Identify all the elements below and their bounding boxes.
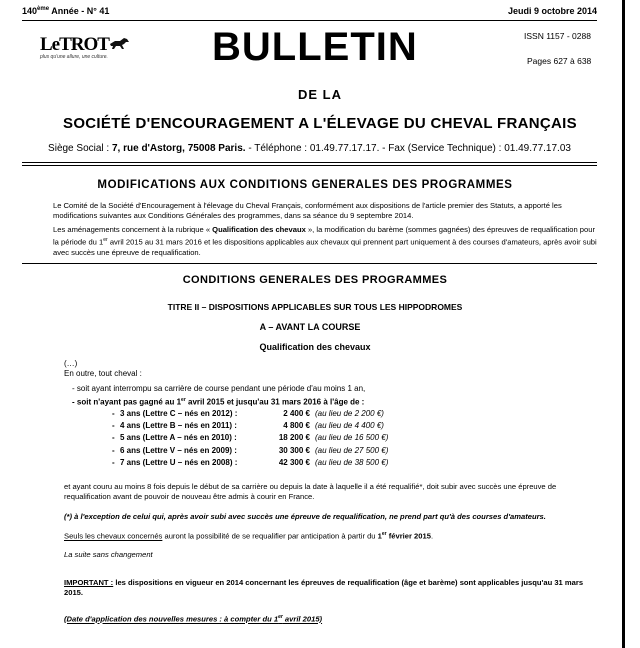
bulletin-title: BULLETIN bbox=[212, 25, 418, 69]
footnote-amateurs: (*) à l'exception de celui qui, après avoir subi avec succès une épreuve de requalification, ne prend part qu'à des courses d'amateurs. bbox=[64, 512, 546, 521]
de-la: DE LA bbox=[298, 87, 342, 102]
header-rule bbox=[22, 20, 597, 21]
row-bullet: - bbox=[112, 457, 115, 467]
bullet-interrupted: - soit ayant interrompu sa carrière de course pendant une période d'au moins 1 an, bbox=[72, 384, 366, 393]
earnings-row bbox=[112, 433, 420, 444]
row-bullet: - bbox=[112, 445, 115, 455]
row-amount: 42 300 € bbox=[278, 457, 310, 467]
paragraph-important: IMPORTANT : les dispositions en vigueur en 2014 concernant les épreuves de requalification (âge et barème) sont applicables jusqu'au 31 mars 2015. bbox=[64, 578, 584, 598]
row-amount: 4 800 € bbox=[283, 421, 310, 431]
section-heading-modifications: MODIFICATIONS AUX CONDITIONS GENERALES DES PROGRAMMES bbox=[97, 179, 513, 191]
subheading-qualification: Qualification des chevaux bbox=[259, 342, 371, 352]
row-previous-amount: (au lieu de 38 500 €) bbox=[315, 457, 389, 467]
row-previous-amount: (au lieu de 2 200 €) bbox=[315, 409, 384, 418]
earnings-row bbox=[112, 457, 420, 469]
earnings-row bbox=[112, 445, 420, 457]
titre-heading: TITRE II – DISPOSITIONS APPLICABLES SUR TOUS LES HIPPODROMES bbox=[167, 302, 463, 312]
logo-text: LeTROT bbox=[40, 34, 109, 55]
row-age-label: 5 ans (Lettre A – nés en 2010) : bbox=[120, 433, 237, 443]
row-bullet: - bbox=[112, 421, 115, 431]
subheading-avant-course: A – AVANT LA COURSE bbox=[259, 322, 361, 332]
earnings-row bbox=[112, 409, 420, 420]
row-amount: 2 400 € bbox=[283, 409, 310, 418]
suite-sans-changement: La suite sans changement bbox=[64, 550, 153, 559]
section-heading-conditions: CONDITIONS GENERALES DES PROGRAMMES bbox=[182, 274, 448, 286]
row-age-label: 7 ans (Lettre U – nés en 2008) : bbox=[120, 457, 238, 467]
head-office-line: Siège Social : 7, rue d'Astorg, 75008 Paris. - Téléphone : 01.49.77.17.17. - Fax (Service Technique) : 01.49.77.17.03 bbox=[48, 143, 571, 154]
intro-line: En outre, tout cheval : bbox=[64, 369, 142, 378]
row-previous-amount: (au lieu de 27 500 €) bbox=[315, 445, 389, 455]
paragraph-requalification: et ayant couru au moins 8 fois depuis le début de sa carrière ou depuis la date à laquelle il a été requalifié*, doit subir avec succès une épreuve de requalification avant de pouvoir de nouveau être admis à courir en France. bbox=[64, 482, 557, 502]
row-bullet: - bbox=[112, 433, 115, 443]
earnings-row bbox=[112, 421, 420, 432]
header-double-rule bbox=[22, 162, 597, 163]
section-rule bbox=[22, 263, 597, 264]
horse-icon bbox=[108, 36, 132, 50]
ellipsis: (…) bbox=[64, 359, 78, 368]
row-previous-amount: (au lieu de 16 500 €) bbox=[315, 433, 389, 443]
row-age-label: 6 ans (Lettre V – nés en 2009) : bbox=[120, 445, 237, 455]
row-amount: 30 300 € bbox=[278, 445, 310, 455]
paragraph-anticipation: Seuls les chevaux concernés auront la possibilité de se requalifier par anticipation à partir du 1er février 2015. bbox=[64, 531, 434, 541]
letrot-logo bbox=[40, 34, 130, 64]
paragraph-committee: Le Comité de la Société d'Encouragement à l'élevage du Cheval Français, conformément aux dispositions de l'article premier des Statuts, a apporté les modifications suivantes aux Conditions Générales des programmes, dans sa séance du 9 septembre 2014. bbox=[53, 201, 562, 221]
issue-date: Jeudi 9 octobre 2014 bbox=[507, 6, 597, 16]
issue-number: 140ème Année - N° 41 bbox=[22, 6, 110, 16]
row-age-label: 3 ans (Lettre C – nés en 2012) : bbox=[120, 409, 238, 418]
issn: ISSN 1157 - 0288 bbox=[524, 31, 591, 41]
bullet-not-won: - soit n'ayant pas gagné au 1er avril 2015 et jusqu'au 31 mars 2016 à l'âge de : bbox=[72, 397, 365, 407]
row-amount: 18 200 € bbox=[278, 433, 310, 443]
row-previous-amount: (au lieu de 4 400 €) bbox=[315, 421, 384, 431]
logo-tagline: plus qu'une allure, une culture. bbox=[40, 54, 108, 60]
application-date: (Date d'application des nouvelles mesures : à compter du 1er avril 2015) bbox=[64, 614, 323, 624]
header-double-rule-thin bbox=[22, 165, 597, 166]
row-bullet: - bbox=[112, 409, 115, 418]
society-name: SOCIÉTÉ D'ENCOURAGEMENT A L'ÉLEVAGE DU CHEVAL FRANÇAIS bbox=[63, 115, 577, 132]
header-topline bbox=[22, 6, 597, 16]
row-age-label: 4 ans (Lettre B – nés en 2011) : bbox=[120, 421, 237, 431]
page-range: Pages 627 à 638 bbox=[527, 56, 592, 66]
paragraph-amendments: Les aménagements concernent à la rubrique « Qualification des chevaux », la modification du barème (sommes gagnées) des épreuves de requalification pour la période du 1er avril 2015 au 31 mars 2016 et les dispositions applicables aux chevaux qui prennent part uniquement à des courses d'amateurs, après avoir subi avec succès une épreuve de requalification. bbox=[53, 225, 597, 258]
